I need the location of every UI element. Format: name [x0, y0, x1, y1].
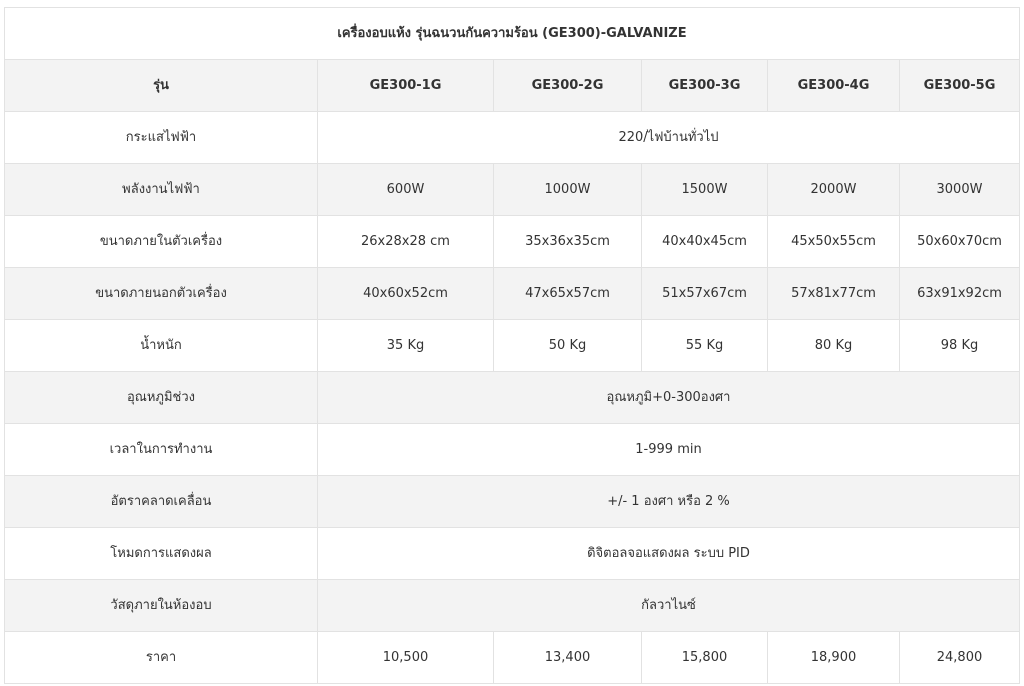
- table-row: [5, 320, 1020, 372]
- row-value: 50 Kg: [494, 320, 642, 372]
- row-label: เวลาในการทำงาน: [5, 424, 318, 476]
- row-label: ขนาดภายในตัวเครื่อง: [5, 216, 318, 268]
- row-label: ราคา: [5, 632, 318, 684]
- row-value: 600W: [318, 164, 494, 216]
- row-value: 98 Kg: [900, 320, 1020, 372]
- row-value: 26x28x28 cm: [318, 216, 494, 268]
- row-value: 51x57x67cm: [642, 268, 768, 320]
- row-value: +/- 1 องศา หรือ 2 %: [318, 476, 1020, 528]
- model-header: GE300-3G: [642, 60, 768, 112]
- row-value: 1500W: [642, 164, 768, 216]
- row-value: 2000W: [768, 164, 900, 216]
- title-row: [5, 8, 1020, 60]
- row-value: 40x40x45cm: [642, 216, 768, 268]
- table-row: [5, 476, 1020, 528]
- row-value: 35x36x35cm: [494, 216, 642, 268]
- row-label: อุณหภูมิช่วง: [5, 372, 318, 424]
- row-value: 45x50x55cm: [768, 216, 900, 268]
- row-label: กระแสไฟฟ้า: [5, 112, 318, 164]
- table-row: [5, 268, 1020, 320]
- table-title: เครื่องอบแห้ง รุ่นฉนวนกันความร้อน (GE300)-GALVANIZE: [5, 8, 1020, 60]
- table-row: [5, 580, 1020, 632]
- model-header: GE300-1G: [318, 60, 494, 112]
- row-value: 57x81x77cm: [768, 268, 900, 320]
- row-value: 40x60x52cm: [318, 268, 494, 320]
- row-value: ดิจิตอลจอแสดงผล ระบบ PID: [318, 528, 1020, 580]
- row-value: 35 Kg: [318, 320, 494, 372]
- header-label: รุ่น: [5, 60, 318, 112]
- row-value: 3000W: [900, 164, 1020, 216]
- table-row: [5, 372, 1020, 424]
- row-value: 1-999 min: [318, 424, 1020, 476]
- spec-table: [4, 7, 1020, 684]
- row-value: 55 Kg: [642, 320, 768, 372]
- table-row: [5, 632, 1020, 684]
- model-header: GE300-5G: [900, 60, 1020, 112]
- header-row: [5, 60, 1020, 112]
- row-value: 15,800: [642, 632, 768, 684]
- row-value: 13,400: [494, 632, 642, 684]
- row-label: วัสดุภายในห้องอบ: [5, 580, 318, 632]
- table-row: [5, 424, 1020, 476]
- row-label: พลังงานไฟฟ้า: [5, 164, 318, 216]
- row-label: น้ำหนัก: [5, 320, 318, 372]
- row-label: โหมดการแสดงผล: [5, 528, 318, 580]
- row-value: 18,900: [768, 632, 900, 684]
- row-value: 50x60x70cm: [900, 216, 1020, 268]
- table-row: [5, 164, 1020, 216]
- row-value: 1000W: [494, 164, 642, 216]
- row-label: ขนาดภายนอกตัวเครื่อง: [5, 268, 318, 320]
- row-value: 220/ไฟบ้านทั่วไป: [318, 112, 1020, 164]
- row-value: อุณหภูมิ+0-300องศา: [318, 372, 1020, 424]
- row-value: 10,500: [318, 632, 494, 684]
- row-value: 80 Kg: [768, 320, 900, 372]
- row-label: อัตราคลาดเคลื่อน: [5, 476, 318, 528]
- row-value: 63x91x92cm: [900, 268, 1020, 320]
- row-value: 24,800: [900, 632, 1020, 684]
- table-row: [5, 216, 1020, 268]
- model-header: GE300-4G: [768, 60, 900, 112]
- row-value: กัลวาไนซ์: [318, 580, 1020, 632]
- row-value: 47x65x57cm: [494, 268, 642, 320]
- table-row: [5, 112, 1020, 164]
- model-header: GE300-2G: [494, 60, 642, 112]
- table-row: [5, 528, 1020, 580]
